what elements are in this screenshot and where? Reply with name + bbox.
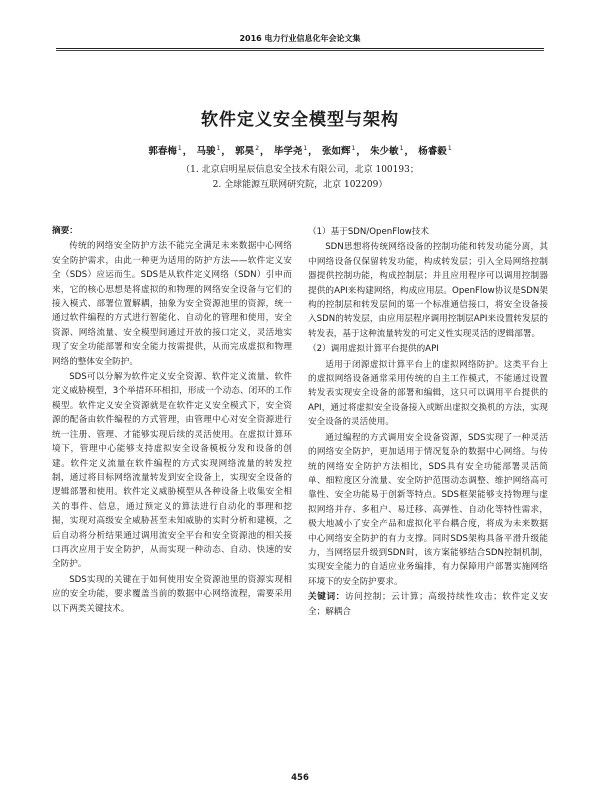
section-heading-1: （1）基于SDN/OpenFlow技术 [308,227,429,237]
running-header-title: 2016 电力行业信息化年会论文集 [239,34,361,43]
paper-title: 软件定义安全模型与架构 [201,110,399,130]
abstract-paragraph-1: 传统的网络安全防护方法不能完全满足未来数据中心网络安全防护需求，由此一种更为适用的防护方法——软件定义安全（SDS）应运而生。SDS是从软件定义网络（SDN）引申而来，它的核心思想是将虚拟的和物理的网络安全设备与它们的接入模式、部署位置解耦，抽象为安全资源池里的资源，统一通过软件编程的方式进行智能化、自动化的管理和使用，安全资源、网络流量、安全模型间通过开放的接口定义，灵活地实现了安全功能部署和安全能力按需提供，从而完成虚拟和物理网络的整体安全防护。 [52,241,292,367]
author-list: 郭春梅$^1$， 马骏$^1$， 郭昊$^2$， 毕学尧$^1$， 张如辉$^1$， 朱少敏$^1$， 杨睿毅$^1$ [148,144,452,157]
section-text-1: SDN思想将传统网络设备的控制功能和转发功能分离，其中网络设备仅保留转发功能，构成转发层；引入全局网络控制器提供控制功能，构成控制层；并且应用程序可以调用控制器提供的API来构建网络，构成应用层。OpenFlow协议是SDN架构的控制层和转发层间的第一个标准通信接口，将安全设备接入SDN的转发层，由应用层程序调用控制层API来设置转发层的转发表，基于这种流量转发的可定义性实现灵活的逻辑部署。 [308,242,548,339]
abstract-label-line [52,224,292,238]
abstract-paragraph-3: SDS实现的关键在于如何使用安全资源池里的资源实现相应的安全功能，要求覆盖当前的数据中心网络流程，需要采用以下两类关键技术。 [52,574,292,614]
author: 毕学尧$^1$ [273,144,308,157]
author: 张如辉$^1$ [321,144,356,157]
author: 朱少敏$^1$ [370,144,404,157]
author: 郭春梅$^1$ [148,144,182,157]
body-paragraph-3: 通过编程的方式调用安全设备资源，SDS实现了一种灵活的网络安全防护，更加适用于情况复杂的数据中心网络。与传统的网络安全防护方法相比，SDS具有安全功能部署灵活简单、细粒度区分流量、安全防护范围动态调整、维护网络高可靠性、安全功能易于创新等特点。SDS框架能够支持物理与虚拟网络并存、多租户、易迁移、高弹性、自动化等特性需求，极大地减小了安全产品和虚拟化平台耦合度，将成为未来数据中心网络安全防护的有力支撑。同时SDS架构具备平滑升级能力，当网络层升级到SDN时，该方案能够结合SDN控制机制，实现安全能力的自适应业务编排，有力保障用户部署实施网络环境下的安全防护要求。 [308,432,548,587]
author: 郭昊$^2$ [235,144,260,157]
abstract-column [52,224,292,764]
keywords-line [308,590,548,619]
author: 杨睿毅$^1$ [418,144,452,157]
abstract-label: 摘要： [52,226,78,236]
section-text-2: 适用于闭源虚拟计算平台上的虚拟网络防护。这类平台上的虚拟网络设备通常采用传统的自主工作模式，不能通过设置转发表实现安全设备的部署和编辑，这只可以调用平台提供的API，通过将虚拟安全设备接入或断出虚拟交换机的方法，实现安全设备的灵活使用。 [308,359,548,428]
page-number: 456 [291,773,309,783]
author: 马骏$^1$ [196,144,221,157]
section-heading-2: （2）调用虚拟计算平台提供的API [308,344,439,355]
affiliation-2: 2. 全球能源互联网研究院，北京 102209） [212,180,388,190]
header-rule [56,50,544,51]
keywords-text: 访问控制；云计算；高级持续性攻击；软件定义安全；解耦合 [308,592,548,617]
body-column-right [308,224,548,764]
keywords-label: 关键词： [308,592,346,603]
abstract-paragraph-2: SDS可以分解为软件定义安全资源、软件定义流量、软件定义威胁模型，3个举措环环相扣，形成一个动态、闭环的工作模型。软件定义安全资源就是在软件定义安全模式下，安全资源的配备由软件编程的方式管理，由管理中心对安全资源进行统一注册、管理、才能够实现后续的灵活使用。在虚拟计算环境下，管理中心能够支持虚拟安全设备模板分发和设备的创建。软件定义流量在软件编程的方式实现网络流量的转发控制，通过将目标网络流量转发到安全设备上，实现安全设备的逻辑部署和使用。软件定义威胁模型从各种设备上收集安全相关的事件、信息，通过预定义的算法进行自动化的事理和挖掘，实现对高级安全威胁甚至未知威胁的实时分析和建模，之后自动将分析结果通过调用流安全平台和安全资源池的相关接口再次应用于安全防护，从而实现一种动态、自动、快速的安全防护。 [52,372,292,570]
running-header [56,33,544,49]
affiliation-1: （1. 北京启明星辰信息安全技术有限公司，北京 100193； [181,165,419,175]
